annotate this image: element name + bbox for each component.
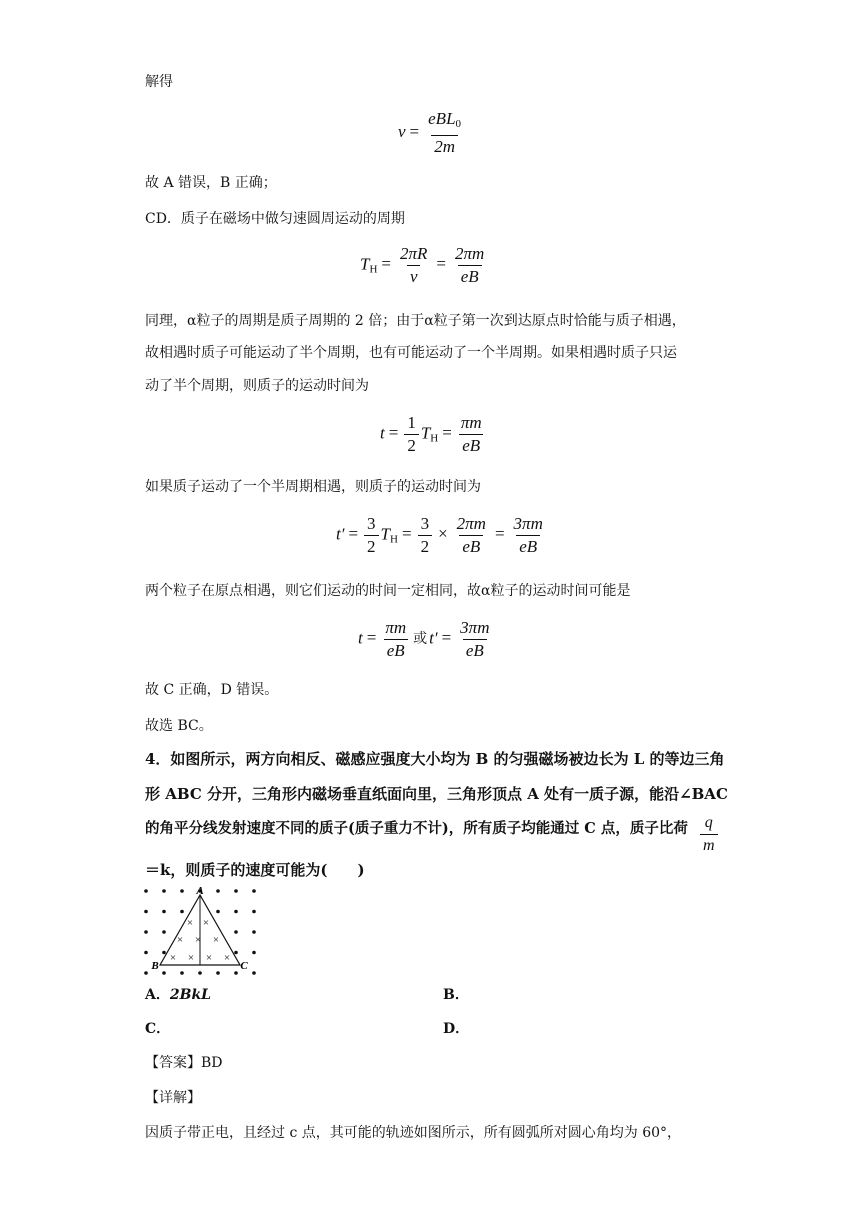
svg-text:×: × (169, 952, 177, 964)
field-dot (234, 910, 238, 914)
field-dot (162, 951, 166, 955)
label-a: A (196, 885, 204, 897)
field-dot (144, 930, 148, 934)
field-dot (180, 889, 184, 893)
field-dot (216, 889, 220, 893)
option-b[interactable]: B． (443, 987, 469, 1003)
field-dot (252, 930, 256, 934)
field-dot (252, 951, 256, 955)
svg-text:×: × (187, 952, 195, 964)
label-c: C (240, 960, 248, 972)
option-d[interactable]: D． (443, 1021, 470, 1037)
answer-label: 【答案】BD (145, 1055, 223, 1071)
text-line-cd-period: CD．质子在磁场中做匀速圆周运动的周期 (145, 211, 405, 227)
field-dot (252, 971, 256, 975)
question-4-line-3: 的角平分线发射速度不同的质子(质子重力不计)，所有质子均能通过 C 点，质子比荷 (145, 820, 688, 837)
field-dot (162, 910, 166, 914)
question-4-line-1: 4．如图所示，两方向相反、磁感应强度大小均为 B 的匀强磁场被边长为 L 的等边三角 (145, 750, 725, 768)
svg-text:×: × (205, 952, 213, 964)
field-dot (234, 951, 238, 955)
field-dot (216, 910, 220, 914)
triangle-field-figure (140, 885, 265, 984)
option-c[interactable]: C． (145, 1021, 171, 1037)
field-dot (234, 930, 238, 934)
equation-time-three-halves: t′ = $\frac{3}{2}$ $T_H$ = $\frac{3}{2}$ × $\frac{2\pi m}{eB}$ = $\frac{3\pi m}{eB}$ (336, 514, 543, 556)
field-dot (144, 951, 148, 955)
text-line-one-half-period: 如果质子运动了一个半周期相遇，则质子的运动时间为 (145, 479, 481, 495)
charge-mass-fraction: $\frac{q}{m}$ (698, 812, 720, 857)
svg-text:×: × (223, 952, 231, 964)
question-4-line-4: ＝k，则质子的速度可能为( ) (145, 861, 365, 879)
field-dot (144, 971, 148, 975)
svg-text:×: × (186, 917, 194, 929)
text-line-explanation: 因质子带正电，且经过 c 点，其可能的轨迹如图所示，所有圆弧所对圆心角均为 60°， (145, 1125, 682, 1141)
field-dot (162, 930, 166, 934)
text-line-c-correct: 故 C 正确，D 错误。 (145, 682, 279, 698)
field-dot (162, 971, 166, 975)
question-4-line-2: 形 ABC 分开，三角形内磁场垂直纸面向里，三角形顶点 A 处有一质子源，能沿∠BAC (145, 785, 728, 803)
field-dot (180, 910, 184, 914)
field-dot (252, 889, 256, 893)
field-dot (144, 910, 148, 914)
equation-velocity: v = $\frac{eBL_0}{2m}$ (398, 109, 462, 156)
detail-label: 【详解】 (145, 1090, 201, 1106)
option-a[interactable]: A．2BkL (145, 987, 211, 1003)
triangle-field-diagram (140, 885, 265, 980)
field-dot (198, 971, 202, 975)
field-dot (252, 910, 256, 914)
text-line-choose-bc: 故选 BC。 (145, 718, 213, 734)
equation-period: $T_H$ = $\frac{2\pi R}{v}$ = $\frac{2\pi m}{eB}$ (360, 244, 485, 286)
text-line-jiede: 解得 (145, 74, 173, 90)
field-dot (144, 889, 148, 893)
text-line-a-wrong: 故 A 错误，B 正确； (145, 175, 277, 191)
field-dot (234, 889, 238, 893)
field-dot (216, 971, 220, 975)
field-dot (162, 889, 166, 893)
field-dot (234, 971, 238, 975)
equation-alpha-time: t = $\frac{\pi m}{eB}$ 或 t′ = $\frac{3\pi m}{eB}$ (358, 618, 490, 660)
equation-time-half: t = $\frac{1}{2}$ $T_H$ = $\frac{\pi m}{eB}$ (380, 413, 482, 455)
svg-text:×: × (212, 934, 220, 946)
field-dot (180, 971, 184, 975)
svg-text:×: × (176, 934, 184, 946)
text-line-motion-time: 动了半个周期，则质子的运动时间为 (145, 378, 369, 394)
svg-text:×: × (202, 917, 210, 929)
text-line-half-period: 故相遇时质子可能运动了半个周期，也有可能运动了一个半周期。如果相遇时质子只运 (145, 345, 677, 361)
text-line-alpha-period: 同理，α粒子的周期是质子周期的 2 倍；由于α粒子第一次到达原点时恰能与质子相遇， (145, 313, 686, 329)
label-b: B (151, 960, 159, 972)
text-line-same-time: 两个粒子在原点相遇，则它们运动的时间一定相同，故α粒子的运动时间可能是 (145, 583, 631, 599)
svg-text:×: × (194, 934, 202, 946)
